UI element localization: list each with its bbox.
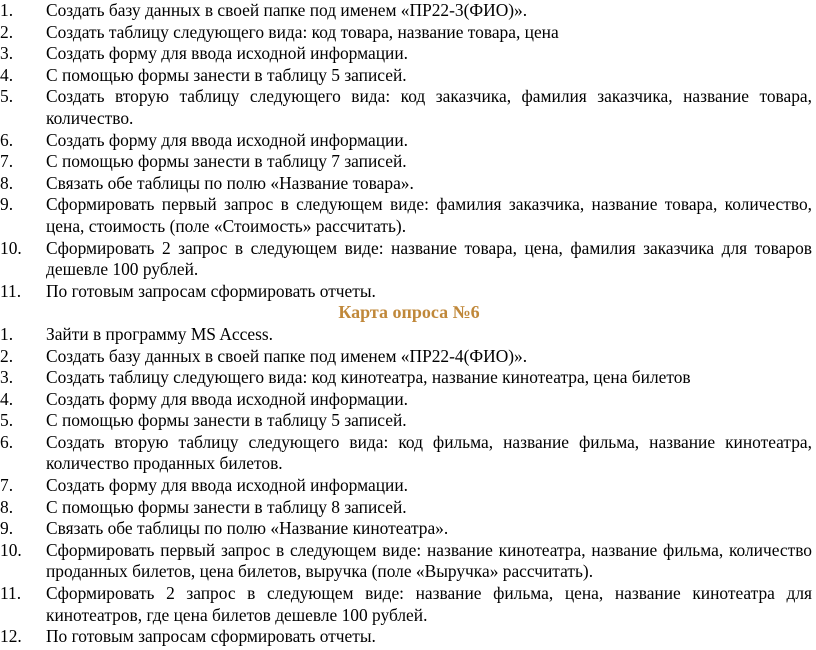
- item-number: 10.: [0, 539, 22, 560]
- item-text: Связать обе таблицы по полю «Название товара».: [46, 172, 414, 193]
- item-number: 4.: [0, 388, 14, 409]
- list-item: [0, 65, 816, 87]
- list-item: [0, 324, 816, 346]
- list-item: [0, 583, 816, 626]
- list-item: [0, 389, 816, 411]
- item-text: Создать базу данных в своей папке под именем «ПР22-3(ФИО)».: [46, 0, 528, 20]
- item-text: По готовым запросам сформировать отчеты.: [46, 626, 376, 647]
- list-item: [0, 518, 816, 540]
- task-list-1: [0, 0, 816, 302]
- item-text: Создать форму для ввода исходной информации.: [46, 475, 408, 496]
- item-number: 3.: [0, 43, 14, 64]
- list-item: [0, 281, 816, 303]
- item-number: 8.: [0, 172, 14, 193]
- item-number: 4.: [0, 64, 14, 85]
- item-text: Зайти в программу MS Access.: [46, 323, 273, 344]
- item-text: Сформировать 2 запрос в следующем виде: название товара, цена, фамилия заказчика для товаров дешевле 100 рублей.: [46, 237, 812, 280]
- item-text: С помощью формы занести в таблицу 5 записей.: [46, 64, 407, 85]
- item-number: 12.: [0, 626, 22, 647]
- item-number: 9.: [0, 194, 14, 215]
- item-number: 2.: [0, 21, 14, 42]
- list-item: [0, 346, 816, 368]
- section-heading: Карта опроса №6: [338, 302, 480, 323]
- item-number: 1.: [0, 323, 14, 344]
- list-item: [0, 0, 816, 22]
- item-number: 9.: [0, 518, 14, 539]
- item-text: Создать вторую таблицу следующего вида: код фильма, название фильма, название кинотеатра, количество проданных билетов.: [46, 431, 812, 474]
- item-number: 6.: [0, 129, 14, 150]
- task-list-2: [0, 324, 816, 648]
- item-number: 10.: [0, 237, 22, 258]
- item-number: 8.: [0, 496, 14, 517]
- list-item: [0, 151, 816, 173]
- item-number: 3.: [0, 367, 14, 388]
- list-item: [0, 43, 816, 65]
- item-text: С помощью формы занести в таблицу 7 записей.: [46, 151, 407, 172]
- item-text: Создать базу данных в своей папке под именем «ПР22-4(ФИО)».: [46, 345, 528, 366]
- item-text: Создать форму для ввода исходной информации.: [46, 129, 408, 150]
- item-number: 7.: [0, 151, 14, 172]
- item-text: Создать вторую таблицу следующего вида: код заказчика, фамилия заказчика, название товара, количество.: [46, 86, 812, 128]
- item-number: 5.: [0, 86, 14, 107]
- item-number: 2.: [0, 345, 14, 366]
- item-text: Сформировать первый запрос в следующем виде: название кинотеатра, название фильма, количество проданных билетов, цена билетов, выручка (поле «Выручка» рассчитать).: [46, 539, 812, 582]
- list-item: [0, 540, 816, 583]
- list-item: [0, 130, 816, 152]
- item-text: Создать таблицу следующего вида: код товара, название товара, цена: [46, 21, 559, 42]
- item-number: 11.: [0, 583, 22, 604]
- list-item: [0, 173, 816, 195]
- list-item: [0, 410, 816, 432]
- item-text: Связать обе таблицы по полю «Название кинотеатра».: [46, 518, 449, 539]
- item-text: По готовым запросам сформировать отчеты.: [46, 280, 376, 301]
- item-text: С помощью формы занести в таблицу 5 записей.: [46, 410, 407, 431]
- item-text: С помощью формы занести в таблицу 8 записей.: [46, 496, 407, 517]
- item-number: 6.: [0, 431, 14, 452]
- list-item: [0, 238, 816, 281]
- item-number: 5.: [0, 410, 14, 431]
- list-item: [0, 626, 816, 648]
- item-text: Сформировать 2 запрос в следующем виде: название фильма, цена, название кинотеатра для кинотеатров, где цена билетов дешевле 100 рублей.: [46, 583, 812, 625]
- list-item: [0, 194, 816, 237]
- item-number: 1.: [0, 0, 14, 20]
- item-text: Создать таблицу следующего вида: код кинотеатра, название кинотеатра, цена билетов: [46, 367, 691, 388]
- item-text: Сформировать первый запрос в следующем виде: фамилия заказчика, название товара, количество, цена, стоимость (поле «Стоимость» рассчитать).: [46, 194, 812, 236]
- list-item: [0, 367, 816, 389]
- list-item: [0, 497, 816, 519]
- item-number: 7.: [0, 475, 14, 496]
- list-item: [0, 86, 816, 129]
- item-text: Создать форму для ввода исходной информации.: [46, 388, 408, 409]
- item-text: Создать форму для ввода исходной информации.: [46, 43, 408, 64]
- list-item: [0, 432, 816, 475]
- item-number: 11.: [0, 280, 22, 301]
- list-item: [0, 475, 816, 497]
- list-item: [0, 22, 816, 44]
